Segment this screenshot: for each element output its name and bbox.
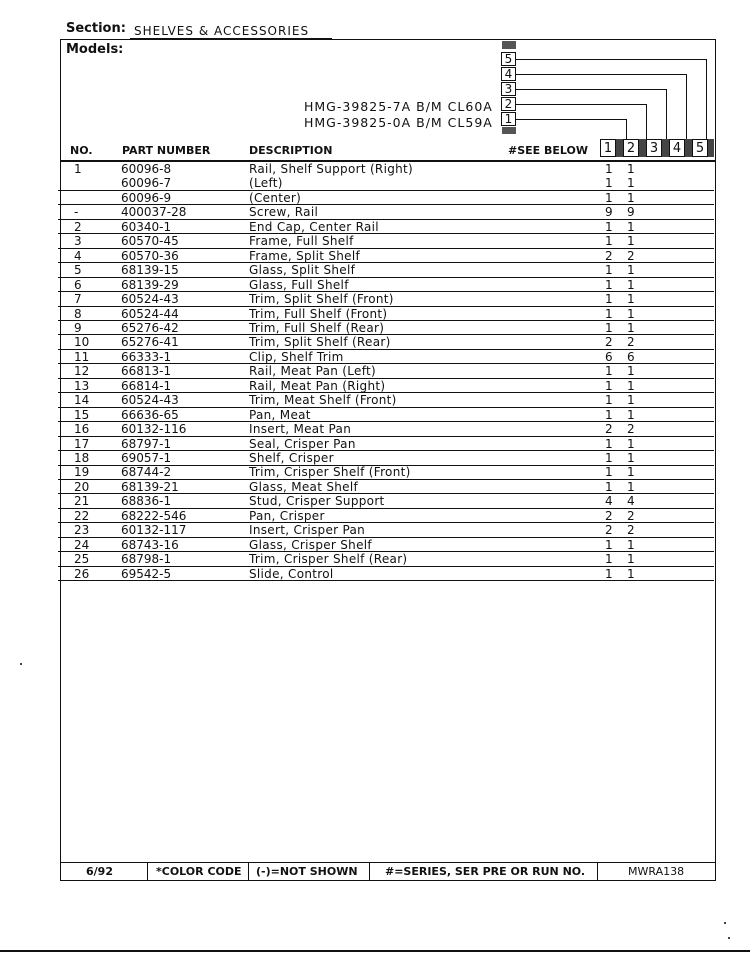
part-number: 66636-65 [121, 407, 179, 422]
part-description: Pan, Crisper [249, 508, 325, 523]
part-description: Glass, Crisper Shelf [249, 537, 372, 552]
quantity-column-1: 1 [605, 277, 613, 292]
header-description: DESCRIPTION [249, 144, 333, 157]
column-divider-mark [639, 139, 646, 157]
footer-series-note: #=SERIES, SER PRE OR RUN NO. [385, 865, 586, 878]
item-number: 19 [74, 465, 90, 480]
table-row [60, 191, 716, 205]
quantity-column-2: 1 [627, 219, 635, 234]
item-number: 6 [74, 277, 82, 292]
connector-2-h [516, 104, 646, 105]
quantity-column-1: 1 [605, 176, 613, 191]
scan-speck [20, 663, 22, 665]
item-number: 3 [74, 234, 82, 249]
item-number: 20 [74, 479, 90, 494]
quantity-column-1: 1 [605, 190, 613, 205]
quantity-column-1: 1 [605, 537, 613, 552]
part-number: 66333-1 [121, 349, 172, 364]
part-description: Trim, Crisper Shelf (Front) [249, 465, 411, 480]
item-number: 4 [74, 248, 82, 263]
connector-3-h [516, 89, 666, 90]
stack-box-4: 4 [501, 67, 516, 81]
column-header-5: 5 [692, 139, 708, 157]
table-row [60, 234, 716, 248]
quantity-column-1: 1 [605, 234, 613, 249]
quantity-column-2: 9 [627, 205, 635, 220]
part-description: Rail, Shelf Support (Right) [249, 162, 414, 176]
part-description: Glass, Meat Shelf [249, 479, 358, 494]
item-number: 9 [74, 320, 82, 335]
column-divider-mark [685, 139, 692, 157]
quantity-column-1: 1 [605, 407, 613, 422]
part-number: 60096-9 [121, 190, 172, 205]
quantity-column-2: 1 [627, 277, 635, 292]
part-description: Screw, Rail [249, 205, 319, 220]
stack-box-5: 5 [501, 52, 516, 66]
table-row [60, 408, 716, 422]
table-row [60, 364, 716, 378]
quantity-column-2: 2 [627, 422, 635, 437]
table-row [60, 162, 716, 176]
table-row [60, 437, 716, 451]
quantity-column-2: 1 [627, 364, 635, 379]
item-number: 12 [74, 364, 90, 379]
quantity-column-1: 6 [605, 349, 613, 364]
item-number: 8 [74, 306, 82, 321]
part-number: 68139-29 [121, 277, 179, 292]
column-header-1: 1 [600, 139, 616, 157]
part-description: Rail, Meat Pan (Left) [249, 364, 377, 379]
part-description: (Center) [249, 190, 302, 205]
connector-4-v [686, 74, 687, 139]
part-description: Trim, Crisper Shelf (Rear) [249, 552, 408, 567]
scan-speck [724, 922, 726, 924]
quantity-column-1: 1 [605, 292, 613, 307]
part-description: Trim, Split Shelf (Rear) [249, 335, 391, 350]
table-row [60, 321, 716, 335]
part-number: 66814-1 [121, 378, 172, 393]
quantity-column-2: 1 [627, 465, 635, 480]
quantity-column-1: 1 [605, 378, 613, 393]
part-description: Frame, Full Shelf [249, 234, 354, 249]
quantity-column-2: 2 [627, 508, 635, 523]
stack-box-2: 2 [501, 97, 516, 111]
part-description: Stud, Crisper Support [249, 494, 385, 509]
model-line-1: HMG-39825-7A B/M CL60A [304, 99, 493, 114]
quantity-column-1: 1 [605, 306, 613, 321]
part-number: 60524-43 [121, 292, 179, 307]
part-description: (Left) [249, 176, 283, 191]
part-description: Trim, Split Shelf (Front) [249, 292, 394, 307]
part-number: 60524-44 [121, 306, 179, 321]
item-number: 18 [74, 451, 90, 465]
connector-1-h [516, 119, 626, 120]
item-number: 2 [74, 219, 82, 234]
part-number: 68222-546 [121, 508, 187, 523]
table-row [60, 249, 716, 263]
quantity-column-1: 2 [605, 335, 613, 350]
table-row [60, 263, 716, 277]
footer-separator [248, 862, 249, 881]
table-row [60, 451, 716, 465]
table-row [60, 480, 716, 494]
part-description: Insert, Meat Pan [249, 422, 352, 437]
quantity-column-2: 1 [627, 263, 635, 278]
part-number: 60096-7 [121, 176, 172, 191]
item-number: 21 [74, 494, 90, 509]
model-line-2: HMG-39825-0A B/M CL59A [304, 115, 493, 130]
connector-4-h [516, 74, 686, 75]
part-number: 68139-21 [121, 479, 179, 494]
part-number: 60132-117 [121, 523, 187, 538]
quantity-column-1: 1 [605, 566, 613, 581]
item-number: 23 [74, 523, 90, 538]
quantity-column-1: 1 [605, 263, 613, 278]
item-number: 16 [74, 422, 90, 437]
part-description: Trim, Full Shelf (Front) [249, 306, 388, 321]
column-divider-mark [662, 139, 669, 157]
quantity-column-2: 1 [627, 407, 635, 422]
quantity-column-1: 1 [605, 479, 613, 494]
item-number: 24 [74, 537, 90, 552]
part-number: 69057-1 [121, 451, 172, 465]
quantity-column-1: 9 [605, 205, 613, 220]
quantity-column-2: 1 [627, 552, 635, 567]
quantity-column-1: 1 [605, 552, 613, 567]
header-part-number: PART NUMBER [122, 144, 211, 157]
item-number: 15 [74, 407, 90, 422]
column-divider-mark [616, 139, 623, 157]
quantity-column-2: 2 [627, 523, 635, 538]
column-divider-mark [708, 139, 714, 157]
section-label: Section: [66, 21, 126, 36]
models-label: Models: [66, 42, 124, 57]
table-row [60, 422, 716, 436]
quantity-column-1: 1 [605, 393, 613, 408]
part-description: Shelf, Crisper [249, 451, 334, 465]
quantity-column-2: 1 [627, 320, 635, 335]
part-number: 60524-43 [121, 393, 179, 408]
footer-not-shown: (-)=NOT SHOWN [256, 865, 358, 878]
part-description: Glass, Split Shelf [249, 263, 356, 278]
column-header-3: 3 [646, 139, 662, 157]
footer-doc-id: MWRA138 [628, 865, 685, 878]
quantity-column-2: 1 [627, 162, 635, 176]
table-row [60, 292, 716, 306]
connector-3-v [666, 89, 667, 139]
part-number: 68744-2 [121, 465, 172, 480]
quantity-column-2: 1 [627, 234, 635, 249]
header-see-below: #SEE BELOW [508, 144, 588, 157]
table-row [60, 335, 716, 349]
footer-separator [147, 862, 148, 881]
column-header-2: 2 [623, 139, 639, 157]
quantity-column-1: 1 [605, 364, 613, 379]
part-number: 68797-1 [121, 436, 172, 451]
stack-box-1: 1 [501, 112, 516, 126]
item-number: 7 [74, 292, 82, 307]
header-no: NO. [70, 144, 93, 157]
quantity-column-2: 1 [627, 190, 635, 205]
quantity-column-2: 1 [627, 306, 635, 321]
part-number: 60570-45 [121, 234, 179, 249]
scan-speck [728, 937, 730, 939]
part-number: 60570-36 [121, 248, 179, 263]
part-number: 68139-15 [121, 263, 179, 278]
table-row [60, 523, 716, 537]
item-number: 1 [74, 162, 82, 176]
part-number: 65276-41 [121, 335, 179, 350]
stack-bottom-mark [502, 127, 516, 134]
quantity-column-2: 1 [627, 537, 635, 552]
row-rule [58, 580, 714, 581]
footer-separator [597, 862, 598, 881]
table-row [60, 494, 716, 508]
part-description: Frame, Split Shelf [249, 248, 361, 263]
part-description: Pan, Meat [249, 407, 311, 422]
quantity-column-2: 1 [627, 292, 635, 307]
quantity-column-1: 2 [605, 422, 613, 437]
stack-box-3: 3 [501, 82, 516, 96]
part-number: 68743-16 [121, 537, 179, 552]
part-description: Trim, Full Shelf (Rear) [249, 320, 385, 335]
table-row [60, 278, 716, 292]
connector-5-h [516, 59, 706, 60]
connector-1-v [626, 119, 627, 139]
part-number: 60340-1 [121, 219, 172, 234]
item-number: 11 [74, 349, 90, 364]
quantity-column-2: 1 [627, 479, 635, 494]
table-row [60, 350, 716, 364]
part-number: 400037-28 [121, 205, 187, 220]
part-description: Clip, Shelf Trim [249, 349, 344, 364]
quantity-column-1: 1 [605, 162, 613, 176]
part-description: Rail, Meat Pan (Right) [249, 378, 386, 393]
table-row [60, 205, 716, 219]
quantity-column-1: 1 [605, 465, 613, 480]
table-row [60, 307, 716, 321]
part-number: 60096-8 [121, 162, 172, 176]
stack-top-mark [502, 41, 516, 49]
page-bottom-rule [0, 950, 750, 952]
table-row [60, 220, 716, 234]
section-value: SHELVES & ACCESSORIES [134, 24, 310, 38]
part-description: Insert, Crisper Pan [249, 523, 366, 538]
part-description: Slide, Control [249, 566, 334, 581]
part-number: 68836-1 [121, 494, 172, 509]
quantity-column-1: 1 [605, 320, 613, 335]
quantity-column-1: 1 [605, 436, 613, 451]
quantity-column-1: 1 [605, 451, 613, 465]
column-header-4: 4 [669, 139, 685, 157]
part-description: Trim, Meat Shelf (Front) [249, 393, 397, 408]
part-description: Glass, Full Shelf [249, 277, 349, 292]
item-number: 17 [74, 436, 90, 451]
part-description: Seal, Crisper Pan [249, 436, 356, 451]
table-row [60, 552, 716, 566]
item-number: 5 [74, 263, 82, 278]
table-row [60, 509, 716, 523]
item-number: 26 [74, 566, 90, 581]
table-row [60, 393, 716, 407]
quantity-column-1: 1 [605, 219, 613, 234]
table-row [60, 176, 716, 190]
quantity-column-2: 2 [627, 335, 635, 350]
quantity-column-2: 2 [627, 248, 635, 263]
quantity-column-1: 2 [605, 523, 613, 538]
footer-separator [369, 862, 370, 881]
footer-date: 6/92 [86, 865, 113, 878]
quantity-column-2: 6 [627, 349, 635, 364]
part-number: 69542-5 [121, 566, 172, 581]
quantity-column-2: 1 [627, 566, 635, 581]
quantity-column-1: 4 [605, 494, 613, 509]
part-description: End Cap, Center Rail [249, 219, 379, 234]
part-number: 66813-1 [121, 364, 172, 379]
connector-5-v [706, 59, 707, 139]
table-row [60, 538, 716, 552]
footer-color-code: *COLOR CODE [156, 865, 242, 878]
part-number: 60132-116 [121, 422, 187, 437]
table-row [60, 379, 716, 393]
item-number: 14 [74, 393, 90, 408]
part-number: 65276-42 [121, 320, 179, 335]
quantity-column-2: 1 [627, 393, 635, 408]
table-row [60, 567, 716, 581]
quantity-column-2: 1 [627, 378, 635, 393]
part-number: 68798-1 [121, 552, 172, 567]
item-number: 25 [74, 552, 90, 567]
table-row [60, 465, 716, 479]
quantity-column-2: 1 [627, 176, 635, 191]
quantity-column-2: 4 [627, 494, 635, 509]
connector-2-v [646, 104, 647, 139]
quantity-column-1: 2 [605, 248, 613, 263]
item-number: 13 [74, 378, 90, 393]
quantity-column-1: 2 [605, 508, 613, 523]
quantity-column-2: 1 [627, 436, 635, 451]
quantity-column-2: 1 [627, 451, 635, 465]
item-number: 22 [74, 508, 90, 523]
item-number: 10 [74, 335, 90, 350]
item-number: - [74, 205, 79, 220]
